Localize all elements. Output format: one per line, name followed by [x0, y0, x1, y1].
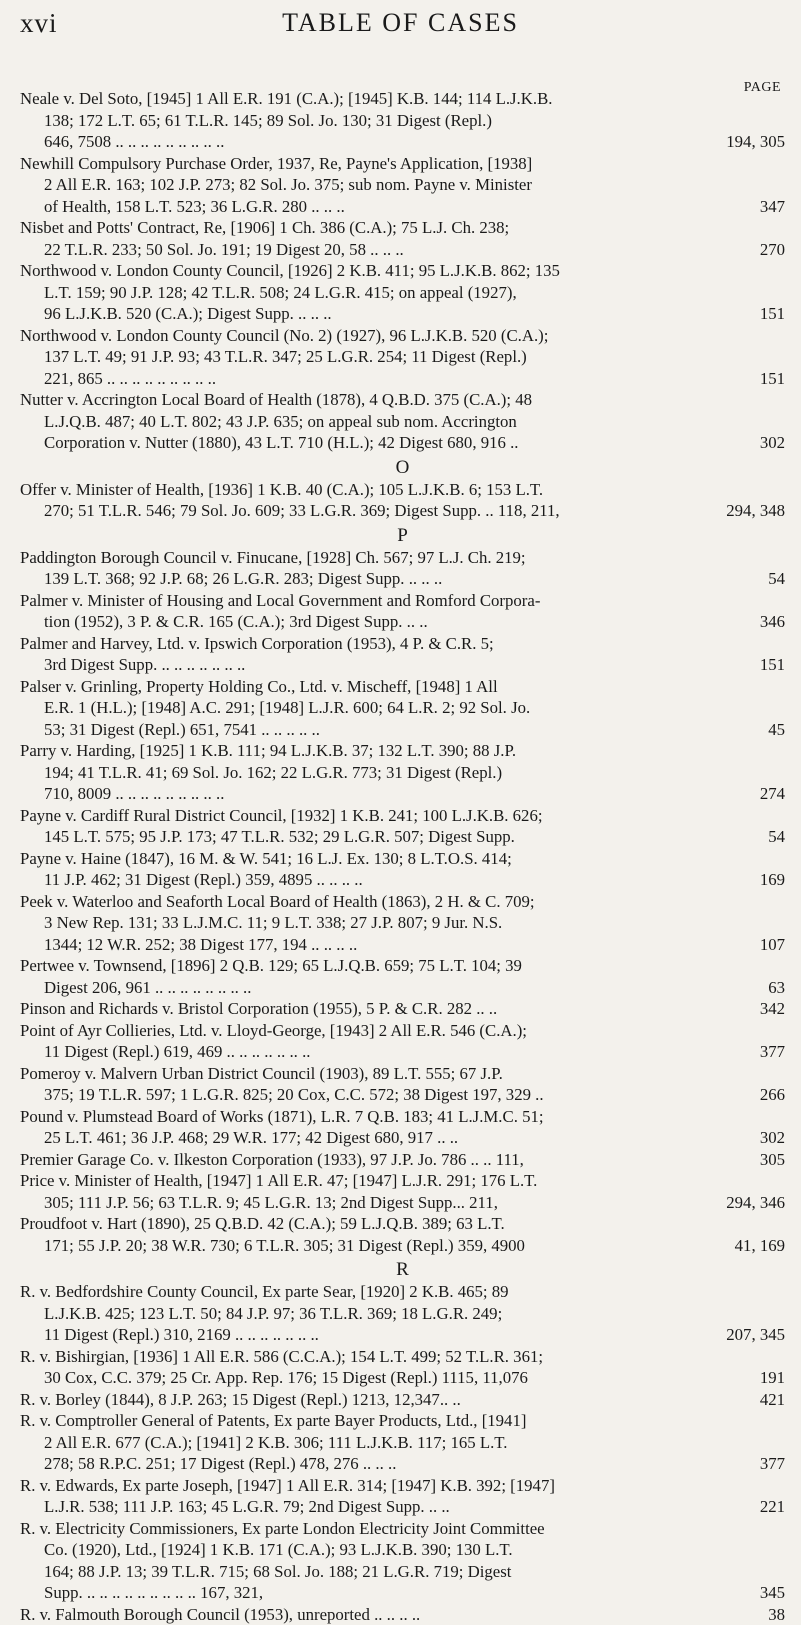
case-citation-line: Palmer and Harvey, Ltd. v. Ipswich Corporation (1953), 4 P. & C.R. 5;: [20, 633, 785, 655]
page-reference: 342: [756, 998, 785, 1020]
section-letter: R: [20, 1258, 785, 1281]
page-reference: 305: [756, 1149, 785, 1171]
page-reference: 191: [756, 1367, 785, 1389]
case-entry: [20, 260, 785, 325]
case-entry: [20, 1149, 785, 1171]
case-entry: [20, 805, 785, 848]
case-entry: [20, 1281, 785, 1346]
page-reference: 151: [756, 654, 785, 676]
case-entry: [20, 1604, 785, 1625]
case-citation-line: 171; 55 J.P. 20; 38 W.R. 730; 6 T.L.R. 305; 31 Digest (Repl.) 359, 4900: [20, 1235, 785, 1257]
page-header: [20, 8, 781, 48]
page-reference: 151: [756, 303, 785, 325]
case-citation-line: L.T. 159; 90 J.P. 128; 42 T.L.R. 508; 24 L.G.R. 415; on appeal (1927),: [20, 282, 785, 304]
case-citation-line: 270; 51 T.L.R. 546; 79 Sol. Jo. 609; 33 L.G.R. 369; Digest Supp. .. 118, 211,: [20, 500, 785, 522]
case-entry: [20, 217, 785, 260]
page-reference: 421: [756, 1389, 785, 1411]
case-entry: [20, 479, 785, 522]
page-reference: 266: [756, 1084, 785, 1106]
case-citation-line: 11 J.P. 462; 31 Digest (Repl.) 359, 4895 .. .. .. ..: [20, 869, 785, 891]
case-entry: [20, 633, 785, 676]
page-reference: 107: [756, 934, 785, 956]
case-citation-line: 305; 111 J.P. 56; 63 T.L.R. 9; 45 L.G.R. 13; 2nd Digest Supp... 211,: [20, 1192, 785, 1214]
page-reference: 63: [764, 977, 785, 999]
case-citation-line: R. v. Bedfordshire County Council, Ex parte Sear, [1920] 2 K.B. 465; 89: [20, 1281, 785, 1303]
page-reference: 207, 345: [722, 1324, 785, 1346]
case-citation-line: 138; 172 L.T. 65; 61 T.L.R. 145; 89 Sol. Jo. 130; 31 Digest (Repl.): [20, 110, 785, 132]
page-reference: 274: [756, 783, 785, 805]
case-citation-line: Payne v. Cardiff Rural District Council, [1932] 1 K.B. 241; 100 L.J.K.B. 626;: [20, 805, 785, 827]
case-entry: [20, 848, 785, 891]
case-entry: [20, 676, 785, 741]
case-citation-line: R. v. Edwards, Ex parte Joseph, [1947] 1 All E.R. 314; [1947] K.B. 392; [1947]: [20, 1475, 785, 1497]
case-entry: [20, 325, 785, 390]
case-citation-line: 145 L.T. 575; 95 J.P. 173; 47 T.L.R. 532; 29 L.G.R. 507; Digest Supp.: [20, 826, 785, 848]
case-citation-line: Offer v. Minister of Health, [1936] 1 K.B. 40 (C.A.); 105 L.J.K.B. 6; 153 L.T.: [20, 479, 785, 501]
case-citation-line: Proudfoot v. Hart (1890), 25 Q.B.D. 42 (C.A.); 59 L.J.Q.B. 389; 63 L.T.: [20, 1213, 785, 1235]
page-reference: 221: [756, 1496, 785, 1518]
case-citation-line: Paddington Borough Council v. Finucane, [1928] Ch. 567; 97 L.J. Ch. 219;: [20, 547, 785, 569]
case-citation-line: 11 Digest (Repl.) 619, 469 .. .. .. .. .. .. ..: [20, 1041, 785, 1063]
case-citation-line: Neale v. Del Soto, [1945] 1 All E.R. 191 (C.A.); [1945] K.B. 144; 114 L.J.K.B.: [20, 88, 785, 110]
case-citation-line: 375; 19 T.L.R. 597; 1 L.G.R. 825; 20 Cox, C.C. 572; 38 Digest 197, 329 ..: [20, 1084, 785, 1106]
case-citation-line: Corporation v. Nutter (1880), 43 L.T. 710 (H.L.); 42 Digest 680, 916 ..: [20, 432, 785, 454]
case-entry: [20, 1346, 785, 1389]
case-entry: [20, 891, 785, 956]
case-citation-line: 96 L.J.K.B. 520 (C.A.); Digest Supp. .. .. ..: [20, 303, 785, 325]
case-citation-line: 25 L.T. 461; 36 J.P. 468; 29 W.R. 177; 42 Digest 680, 917 .. ..: [20, 1127, 785, 1149]
case-entry: [20, 1170, 785, 1213]
case-entry: [20, 590, 785, 633]
page-column-label: PAGE: [744, 80, 781, 96]
case-citation-line: Co. (1920), Ltd., [1924] 1 K.B. 171 (C.A.); 93 L.J.K.B. 390; 130 L.T.: [20, 1539, 785, 1561]
case-citation-line: of Health, 158 L.T. 523; 36 L.G.R. 280 .. .. ..: [20, 196, 785, 218]
page-reference: 38: [764, 1604, 785, 1625]
case-citation-line: Payne v. Haine (1847), 16 M. & W. 541; 16 L.J. Ex. 130; 8 L.T.O.S. 414;: [20, 848, 785, 870]
case-citation-line: Northwood v. London County Council (No. 2) (1927), 96 L.J.K.B. 520 (C.A.);: [20, 325, 785, 347]
case-citation-line: R. v. Falmouth Borough Council (1953), unreported .. .. .. ..: [20, 1604, 785, 1625]
case-entry: [20, 998, 785, 1020]
case-citation-line: Supp. .. .. .. .. .. .. .. .. .. 167, 321,: [20, 1582, 785, 1604]
page-reference: 151: [756, 368, 785, 390]
page-reference: 54: [764, 568, 785, 590]
case-entry: [20, 547, 785, 590]
running-title: TABLE OF CASES: [20, 8, 781, 38]
case-citation-line: Northwood v. London County Council, [1926] 2 K.B. 411; 95 L.J.K.B. 862; 135: [20, 260, 785, 282]
case-citation-line: 30 Cox, C.C. 379; 25 Cr. App. Rep. 176; 15 Digest (Repl.) 1115, 11,076: [20, 1367, 785, 1389]
case-citation-line: Peek v. Waterloo and Seaforth Local Board of Health (1863), 2 H. & C. 709;: [20, 891, 785, 913]
case-entry: [20, 955, 785, 998]
case-citation-line: Pinson and Richards v. Bristol Corporation (1955), 5 P. & C.R. 282 .. ..: [20, 998, 785, 1020]
case-citation-line: 137 L.T. 49; 91 J.P. 93; 43 T.L.R. 347; 25 L.G.R. 254; 11 Digest (Repl.): [20, 346, 785, 368]
case-citation-line: 22 T.L.R. 233; 50 Sol. Jo. 191; 19 Digest 20, 58 .. .. ..: [20, 239, 785, 261]
case-citation-line: Nisbet and Potts' Contract, Re, [1906] 1 Ch. 386 (C.A.); 75 L.J. Ch. 238;: [20, 217, 785, 239]
case-entry: [20, 1106, 785, 1149]
case-citation-line: Pomeroy v. Malvern Urban District Council (1903), 89 L.T. 555; 67 J.P.: [20, 1063, 785, 1085]
case-citation-line: R. v. Borley (1844), 8 J.P. 263; 15 Digest (Repl.) 1213, 12,347.. ..: [20, 1389, 785, 1411]
case-citation-line: Parry v. Harding, [1925] 1 K.B. 111; 94 L.J.K.B. 37; 132 L.T. 390; 88 J.P.: [20, 740, 785, 762]
case-citation-line: Price v. Minister of Health, [1947] 1 All E.R. 47; [1947] L.J.R. 291; 176 L.T.: [20, 1170, 785, 1192]
case-entry: [20, 1213, 785, 1256]
section-letter: O: [20, 456, 785, 479]
case-citation-line: 53; 31 Digest (Repl.) 651, 7541 .. .. .. .. ..: [20, 719, 785, 741]
case-citation-line: L.J.R. 538; 111 J.P. 163; 45 L.G.R. 79; 2nd Digest Supp. .. ..: [20, 1496, 785, 1518]
page-reference: 41, 169: [731, 1235, 785, 1257]
case-citation-line: 221, 865 .. .. .. .. .. .. .. .. ..: [20, 368, 785, 390]
page-reference: 270: [756, 239, 785, 261]
page-reference: 194, 305: [722, 131, 785, 153]
case-citation-line: 278; 58 R.P.C. 251; 17 Digest (Repl.) 478, 276 .. .. ..: [20, 1453, 785, 1475]
case-citation-line: Digest 206, 961 .. .. .. .. .. .. .. ..: [20, 977, 785, 999]
case-entry: [20, 153, 785, 218]
page-reference: 302: [756, 432, 785, 454]
page-folio: xvi: [20, 8, 58, 39]
case-citation-line: 2 All E.R. 163; 102 J.P. 273; 82 Sol. Jo. 375; sub nom. Payne v. Minister: [20, 174, 785, 196]
case-entry: [20, 88, 785, 153]
case-entry: [20, 740, 785, 805]
case-citation-line: Point of Ayr Collieries, Ltd. v. Lloyd-George, [1943] 2 All E.R. 546 (C.A.);: [20, 1020, 785, 1042]
case-citation-line: Pound v. Plumstead Board of Works (1871), L.R. 7 Q.B. 183; 41 L.J.M.C. 51;: [20, 1106, 785, 1128]
case-citation-line: 139 L.T. 368; 92 J.P. 68; 26 L.G.R. 283; Digest Supp. .. .. ..: [20, 568, 785, 590]
case-entry: [20, 1410, 785, 1475]
case-citation-line: 710, 8009 .. .. .. .. .. .. .. .. ..: [20, 783, 785, 805]
case-citation-line: L.J.Q.B. 487; 40 L.T. 802; 43 J.P. 635; on appeal sub nom. Accrington: [20, 411, 785, 433]
table-of-cases: [20, 88, 785, 1625]
case-citation-line: 11 Digest (Repl.) 310, 2169 .. .. .. .. .. .. ..: [20, 1324, 785, 1346]
case-entry: [20, 1475, 785, 1518]
case-citation-line: E.R. 1 (H.L.); [1948] A.C. 291; [1948] L.J.R. 600; 64 L.R. 2; 92 Sol. Jo.: [20, 697, 785, 719]
case-citation-line: R. v. Bishirgian, [1936] 1 All E.R. 586 (C.C.A.); 154 L.T. 499; 52 T.L.R. 361;: [20, 1346, 785, 1368]
page-reference: 347: [756, 196, 785, 218]
case-citation-line: 164; 88 J.P. 13; 39 T.L.R. 715; 68 Sol. Jo. 188; 21 L.G.R. 719; Digest: [20, 1561, 785, 1583]
case-citation-line: Newhill Compulsory Purchase Order, 1937, Re, Payne's Application, [1938]: [20, 153, 785, 175]
case-citation-line: R. v. Electricity Commissioners, Ex parte London Electricity Joint Committee: [20, 1518, 785, 1540]
case-citation-line: 646, 7508 .. .. .. .. .. .. .. .. ..: [20, 131, 785, 153]
case-entry: [20, 1389, 785, 1411]
page-reference: 169: [756, 869, 785, 891]
page-reference: 294, 348: [722, 500, 785, 522]
case-entry: [20, 1063, 785, 1106]
case-citation-line: 1344; 12 W.R. 252; 38 Digest 177, 194 .. .. .. ..: [20, 934, 785, 956]
case-citation-line: Nutter v. Accrington Local Board of Health (1878), 4 Q.B.D. 375 (C.A.); 48: [20, 389, 785, 411]
case-entry: [20, 1020, 785, 1063]
page-reference: 54: [764, 826, 785, 848]
case-citation-line: 3 New Rep. 131; 33 L.J.M.C. 11; 9 L.T. 338; 27 J.P. 807; 9 Jur. N.S.: [20, 912, 785, 934]
case-citation-line: 3rd Digest Supp. .. .. .. .. .. .. ..: [20, 654, 785, 676]
page-reference: 345: [756, 1582, 785, 1604]
case-citation-line: Palmer v. Minister of Housing and Local Government and Romford Corpora-: [20, 590, 785, 612]
case-citation-line: 194; 41 T.L.R. 41; 69 Sol. Jo. 162; 22 L.G.R. 773; 31 Digest (Repl.): [20, 762, 785, 784]
page-reference: 45: [764, 719, 785, 741]
page-reference: 377: [756, 1041, 785, 1063]
case-citation-line: Palser v. Grinling, Property Holding Co., Ltd. v. Mischeff, [1948] 1 All: [20, 676, 785, 698]
case-citation-line: 2 All E.R. 677 (C.A.); [1941] 2 K.B. 306; 111 L.J.K.B. 117; 165 L.T.: [20, 1432, 785, 1454]
case-entry: [20, 1518, 785, 1604]
case-citation-line: L.J.K.B. 425; 123 L.T. 50; 84 J.P. 97; 36 T.L.R. 369; 18 L.G.R. 249;: [20, 1303, 785, 1325]
case-entry: [20, 389, 785, 454]
page-reference: 377: [756, 1453, 785, 1475]
page-reference: 346: [756, 611, 785, 633]
case-citation-line: tion (1952), 3 P. & C.R. 165 (C.A.); 3rd Digest Supp. .. ..: [20, 611, 785, 633]
case-citation-line: Premier Garage Co. v. Ilkeston Corporation (1933), 97 J.P. Jo. 786 .. .. 111,: [20, 1149, 785, 1171]
section-letter: P: [20, 524, 785, 547]
case-citation-line: R. v. Comptroller General of Patents, Ex parte Bayer Products, Ltd., [1941]: [20, 1410, 785, 1432]
page-reference: 294, 346: [722, 1192, 785, 1214]
page-reference: 302: [756, 1127, 785, 1149]
case-citation-line: Pertwee v. Townsend, [1896] 2 Q.B. 129; 65 L.J.Q.B. 659; 75 L.T. 104; 39: [20, 955, 785, 977]
